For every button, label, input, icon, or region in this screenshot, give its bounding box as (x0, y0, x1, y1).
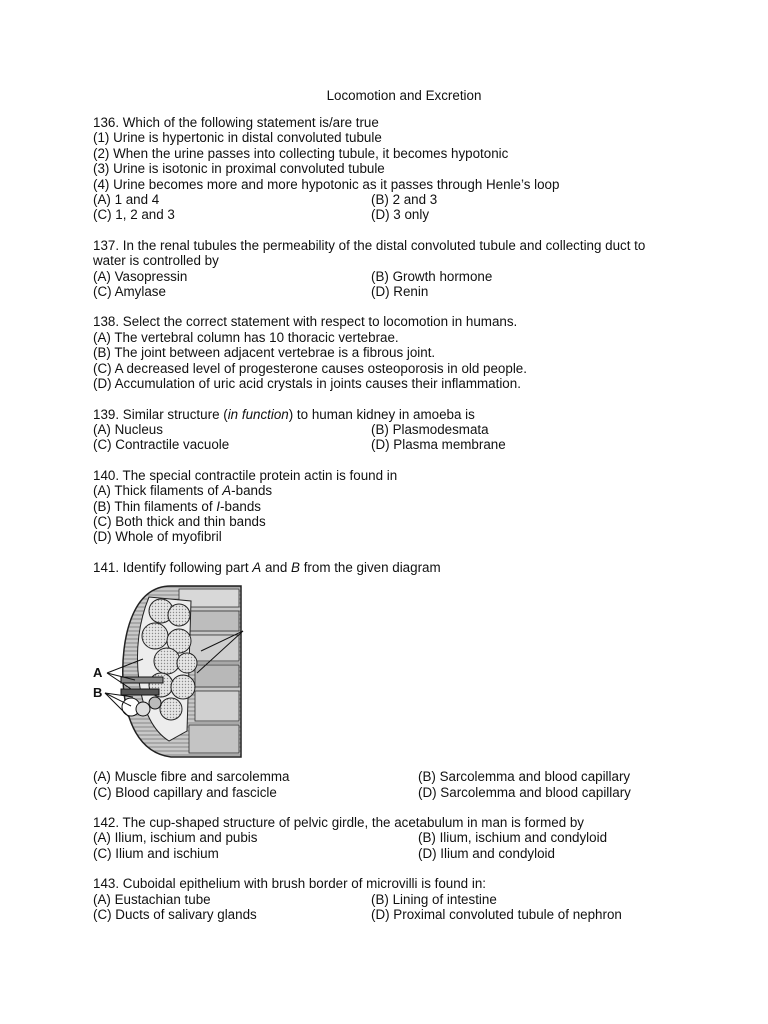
question-139 (93, 407, 693, 453)
question-stem: 137. In the renal tubules the permeability of the distal convoluted tubule and collecting duct to water is controlled by (93, 237, 646, 269)
option-text: -bands (231, 483, 273, 499)
option-d[interactable]: (D) Accumulation of uric acid crystals in joints causes their inflammation. (93, 376, 521, 392)
statement-3: (3) Urine is isotonic in proximal convoluted tubule (93, 161, 385, 177)
option-b[interactable]: (B) Ilium, ischium and condyloid (418, 830, 608, 846)
question-stem: 143. Cuboidal epithelium with brush border of microvilli is found in: (93, 876, 486, 892)
question-stem: 142. The cup-shaped structure of pelvic girdle, the acetabulum in man is formed by (93, 814, 585, 830)
option-emphasis: I (216, 498, 221, 514)
options-row (93, 892, 693, 907)
question-140 (93, 468, 693, 545)
option-a[interactable] (93, 483, 693, 498)
label-b: B (93, 685, 103, 701)
option-d[interactable]: (D) Sarcolemma and blood capillary (418, 784, 631, 800)
option-d[interactable]: (D) Whole of myofibril (93, 529, 222, 545)
option-emphasis: A (222, 483, 232, 499)
muscle-cross-section-illustration (91, 581, 266, 761)
question-136 (93, 115, 693, 223)
option-b[interactable]: (B) The joint between adjacent vertebrae is a fibrous joint. (93, 345, 436, 361)
statement-2: (2) When the urine passes into collecting tubule, it becomes hypotonic (93, 145, 509, 161)
question-stem (93, 560, 693, 575)
option-c[interactable]: (C) 1, 2 and 3 (93, 207, 175, 223)
options-row (93, 192, 693, 207)
option-c[interactable]: (C) Blood capillary and fascicle (93, 784, 277, 800)
stem-emphasis: B (291, 559, 300, 575)
option-b[interactable]: (B) Sarcolemma and blood capillary (418, 769, 631, 785)
options-row (93, 284, 693, 299)
option-c[interactable]: (C) A decreased level of progesterone causes osteoporosis in old people. (93, 360, 527, 376)
options-row (93, 769, 693, 784)
option-b[interactable]: (B) 2 and 3 (371, 192, 438, 208)
option-a[interactable]: (A) Vasopressin (93, 268, 188, 284)
stem-text: 139. Similar structure ( (93, 406, 228, 422)
option-a[interactable]: (A) Eustachian tube (93, 891, 211, 907)
option-b[interactable]: (B) Growth hormone (371, 268, 493, 284)
page-title: Locomotion and Excretion (326, 88, 482, 103)
stem-text: 141. Identify following part (93, 559, 253, 575)
options-row (93, 846, 693, 861)
question-stem (93, 407, 693, 422)
option-c[interactable]: (C) Contractile vacuole (93, 437, 230, 453)
option-a[interactable]: (A) Nucleus (93, 421, 163, 437)
options-row (93, 207, 693, 222)
option-a[interactable]: (A) The vertebral column has 10 thoracic vertebrae. (93, 329, 399, 345)
statement-4: (4) Urine becomes more and more hypotonic as it passes through Henle’s loop (93, 176, 560, 192)
option-text: -bands (220, 498, 261, 514)
question-141 (93, 560, 693, 800)
option-c[interactable]: (C) Ilium and ischium (93, 845, 219, 861)
stem-text: ) to human kidney in amoeba is (288, 406, 475, 422)
option-b[interactable]: (B) Lining of intestine (371, 891, 497, 907)
option-a[interactable]: (A) Muscle fibre and sarcolemma (93, 769, 290, 785)
options-row (93, 785, 693, 800)
option-d[interactable]: (D) 3 only (371, 207, 430, 223)
question-138 (93, 314, 693, 391)
options-row (93, 269, 693, 284)
option-a[interactable]: (A) 1 and 4 (93, 192, 160, 208)
options-row (93, 437, 693, 452)
option-d[interactable]: (D) Proximal convoluted tubule of nephron (371, 907, 622, 922)
option-d[interactable]: (D) Renin (371, 284, 429, 300)
question-stem: 136. Which of the following statement is/are true (93, 115, 379, 130)
question-142 (93, 815, 693, 861)
option-text: (A) Thick filaments of (93, 483, 223, 499)
question-137 (93, 238, 693, 300)
option-c[interactable]: (C) Ducts of salivary glands (93, 907, 257, 922)
statement-1: (1) Urine is hypertonic in distal convoluted tubule (93, 130, 382, 146)
stem-text: from the given diagram (299, 559, 441, 575)
options-row (93, 830, 693, 845)
stem-text: and (261, 559, 292, 575)
question-stem: 140. The special contractile protein actin is found in (93, 467, 398, 483)
option-text: (B) Thin filaments of (93, 498, 217, 514)
worksheet-page (93, 87, 693, 937)
option-d[interactable]: (D) Plasma membrane (371, 437, 506, 453)
label-a: A (93, 665, 103, 681)
question-stem: 138. Select the correct statement with respect to locomotion in humans. (93, 314, 518, 330)
option-c[interactable]: (C) Amylase (93, 284, 166, 300)
options-row (93, 422, 693, 437)
option-b[interactable]: (B) Plasmodesmata (371, 421, 489, 437)
option-b[interactable] (93, 499, 693, 514)
question-143 (93, 876, 693, 922)
option-c[interactable]: (C) Both thick and thin bands (93, 513, 266, 529)
option-a[interactable]: (A) Ilium, ischium and pubis (93, 830, 258, 846)
muscle-diagram (91, 581, 266, 761)
option-d[interactable]: (D) Ilium and condyloid (418, 845, 555, 861)
stem-emphasis: A (252, 559, 262, 575)
stem-emphasis: in function (227, 406, 289, 422)
options-row (93, 907, 693, 922)
